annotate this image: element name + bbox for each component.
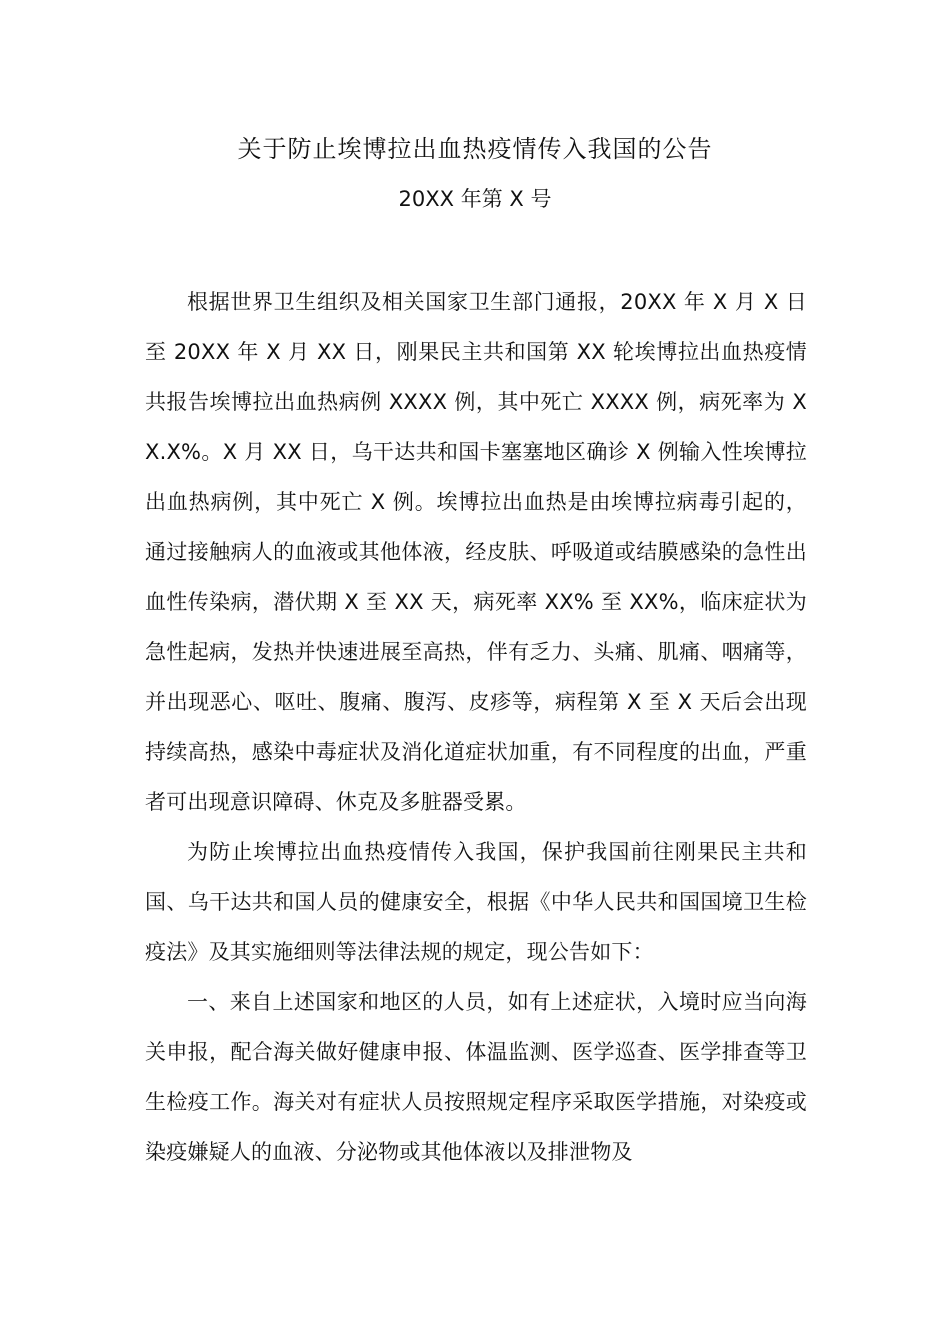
paragraph-2: 为防止埃博拉出血热疫情传入我国，保护我国前往刚果民主共和国、乌干达共和国人员的健康安全，根据《中华人民共和国国境卫生检疫法》及其实施细则等法律法规的规定，现公告如下：	[145, 840, 807, 964]
document-title: 关于防止埃博拉出血热疫情传入我国的公告	[237, 135, 713, 163]
document-body	[145, 277, 807, 1177]
paragraph-1: 根据世界卫生组织及相关国家卫生部门通报，20XX 年 X 月 X 日至 20XX 年 X 月 XX 日，刚果民主共和国第 XX 轮埃博拉出血热疫情共报告埃博拉出血热病例 XXXX 例，其中死亡 XXXX 例，病死率为 XX.X%。X 月 XX 日，乌干达共和国卡塞塞地区确诊 X 例输入性埃博拉出血热病例，其中死亡 X 例。埃博拉出血热是由埃博拉病毒引起的，通过接触病人的血液或其他体液，经皮肤、呼吸道或结膜感染的急性出血性传染病，潜伏期 X 至 XX 天，病死率 XX% 至 XX%，临床症状为急性起病，发热并快速进展至高热，伴有乏力、头痛、肌痛、咽痛等，并出现恶心、呕吐、腹痛、腹泻、皮疹等，病程第 X 至 X 天后会出现持续高热，感染中毒症状及消化道症状加重，有不同程度的出血，严重者可出现意识障碍、休克及多脏器受累。	[145, 290, 807, 814]
document-number: 20XX 年第 X 号	[398, 187, 552, 211]
paragraph-3: 一、来自上述国家和地区的人员，如有上述症状，入境时应当向海关申报，配合海关做好健康申报、体温监测、医学巡查、医学排查等卫生检疫工作。海关对有症状人员按照规定程序采取医学措施，对染疫或染疫嫌疑人的血液、分泌物或其他体液以及排泄物及	[145, 990, 807, 1164]
